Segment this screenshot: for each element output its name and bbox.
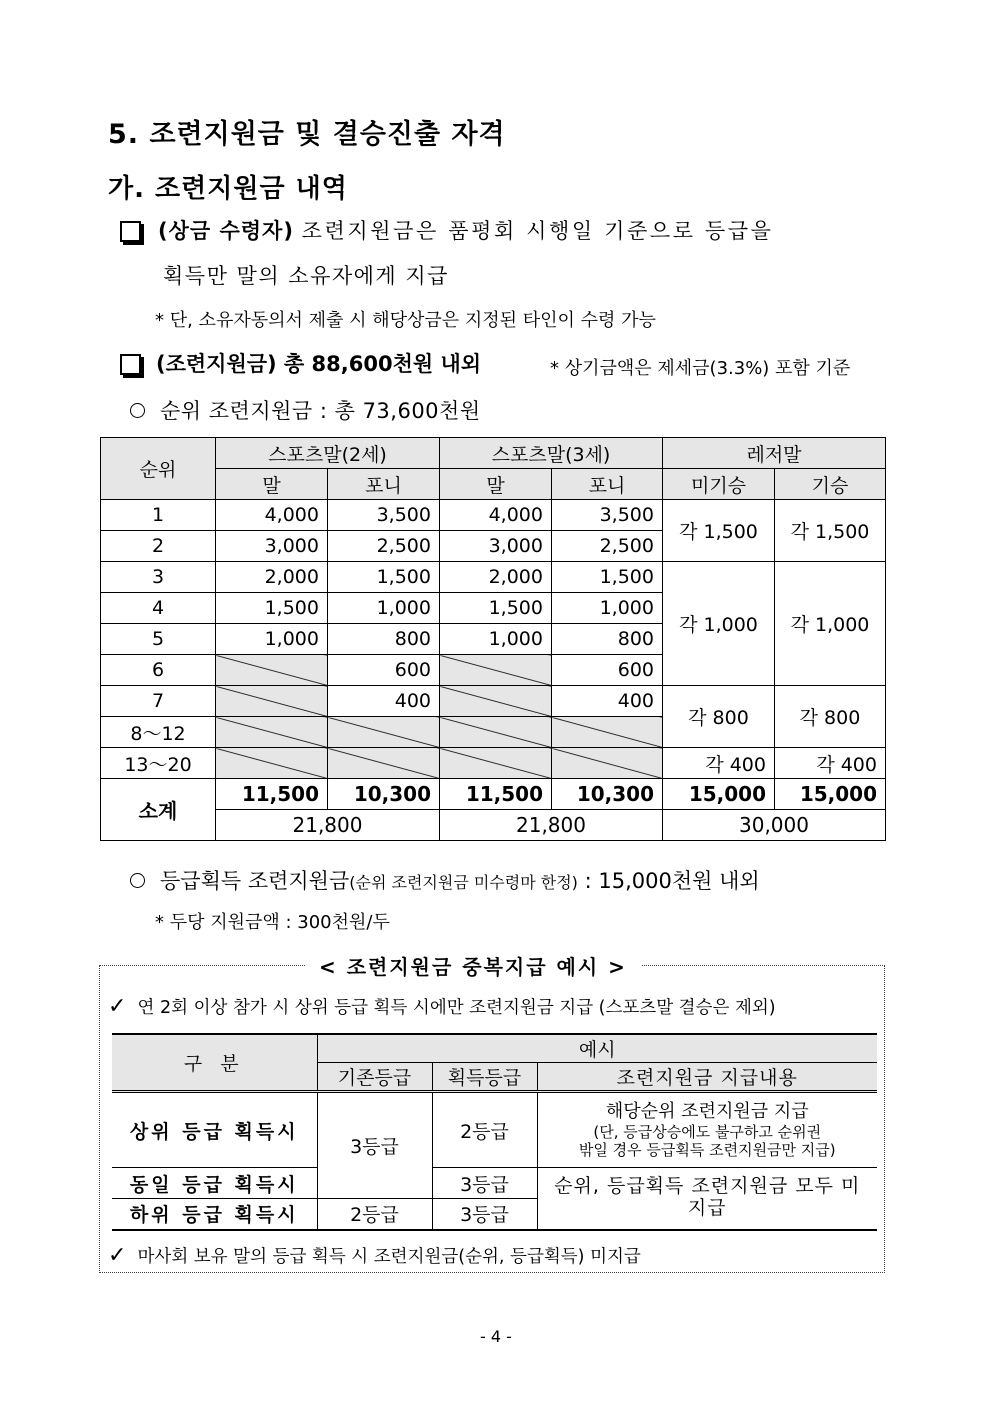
rank-cell: 13～20 [101, 748, 216, 779]
subtotal-cell: 15,000 [663, 779, 775, 810]
diagonal-empty-cell [216, 748, 328, 779]
leisure-won-group3: 각 800 [775, 686, 886, 748]
value-cell: 2,500 [328, 531, 440, 562]
content-line: (단, 등급상승에도 불구하고 순위권 [593, 1122, 822, 1141]
grade-support-line [160, 865, 760, 895]
value-cell: 600 [328, 655, 440, 686]
rank-total: 순위 조련지원금 : 총 73,600천원 [160, 399, 481, 423]
circle-bullet-icon [130, 873, 145, 888]
value-cell: 600 [552, 655, 663, 686]
grade-support-main: 등급획득 조련지원금 [160, 869, 350, 893]
leisure-won-group2: 각 1,000 [775, 562, 886, 686]
prize-table [100, 437, 886, 841]
header-pony: 포니 [552, 469, 663, 500]
row-lower-grade: 하위 등급 획득시 [112, 1199, 317, 1230]
table-row [101, 748, 886, 779]
check-icon: ✓ [108, 994, 127, 1019]
diagonal-empty-cell [328, 748, 440, 779]
table-row [101, 500, 886, 531]
rank-cell: 8～12 [101, 717, 216, 748]
check2-text: 마사회 보유 말의 등급 획득 시 조련지원금(순위, 등급획득) 미지급 [137, 1247, 641, 1267]
value-cell: 3,000 [440, 531, 552, 562]
grade-support-note: * 두당 지원금액 : 300천원/두 [155, 912, 390, 933]
section2-label: (조련지원금) 총 88,600천원 내외 [156, 352, 482, 376]
row-upper-grade: 상위 등급 획득시 [112, 1092, 317, 1168]
acquired-grade-cell: 3등급 [432, 1199, 537, 1230]
header-leisure: 레저말 [663, 438, 886, 469]
diagonal-empty-cell [216, 717, 328, 748]
header-horse: 말 [216, 469, 328, 500]
value-cell: 3,500 [328, 500, 440, 531]
diagonal-empty-cell [216, 686, 328, 717]
check1-text: 연 2회 이상 참가 시 상위 등급 획득 시에만 조련지원금 지급 (스포츠말 결승은 제외) [137, 998, 776, 1018]
section1-label: (상금 수령자) [158, 219, 294, 243]
value-cell: 1,000 [552, 593, 663, 624]
value-cell: 1,500 [328, 562, 440, 593]
heading-section-5: 5. 조련지원금 및 결승진출 자격 [108, 119, 506, 150]
leisure-won-group1: 각 1,500 [775, 500, 886, 562]
value-cell: 3,500 [552, 500, 663, 531]
header-existing-grade: 기존등급 [317, 1063, 432, 1092]
diagonal-empty-cell [440, 655, 552, 686]
existing-grade-cell: 2등급 [317, 1199, 432, 1230]
section2-note: * 상기금액은 제세금(3.3%) 포함 기준 [550, 358, 851, 379]
example-check1 [108, 994, 776, 1019]
example-box-title: < 조련지원금 중복지급 예시 > [305, 951, 641, 980]
value-cell: 400 [552, 686, 663, 717]
acquired-grade-cell: 2등급 [432, 1092, 537, 1168]
checkbox-square-icon [120, 221, 141, 242]
subtotal-row [101, 779, 886, 810]
leisure-won-group4: 각 400 [775, 748, 886, 779]
value-cell: 2,000 [440, 562, 552, 593]
example-table [112, 1033, 877, 1231]
rank-cell: 1 [101, 500, 216, 531]
rank-cell: 7 [101, 686, 216, 717]
diagonal-empty-cell [552, 748, 663, 779]
leisure-unwon-group2: 각 1,000 [663, 562, 775, 686]
content-cell-upper [537, 1092, 877, 1168]
example-check2 [108, 1243, 641, 1268]
row-same-grade: 동일 등급 획득시 [112, 1168, 317, 1199]
circle-bullet-icon [130, 403, 145, 418]
subtotal-cell: 15,000 [775, 779, 886, 810]
value-cell: 4,000 [440, 500, 552, 531]
value-cell: 2,000 [216, 562, 328, 593]
value-cell: 400 [328, 686, 440, 717]
rank-cell: 4 [101, 593, 216, 624]
diagonal-empty-cell [552, 717, 663, 748]
table-row [101, 686, 886, 717]
header-acquired-grade: 획득등급 [432, 1063, 537, 1092]
rank-cell: 6 [101, 655, 216, 686]
grade-support-tail: : 15,000천원 내외 [577, 869, 760, 893]
diagonal-empty-cell [328, 717, 440, 748]
content-line: 밖일 경우 등급획득 조련지원금만 지급) [578, 1140, 836, 1159]
rank-cell: 2 [101, 531, 216, 562]
heading-subsection-a: 가. 조련지원금 내역 [108, 174, 348, 204]
checkbox-square-icon [120, 354, 141, 375]
value-cell: 800 [552, 624, 663, 655]
content-line: 해당순위 조련지원금 지급 [605, 1101, 809, 1123]
header-sport3: 스포츠말(3세) [440, 438, 663, 469]
subtotal-label: 소계 [101, 779, 216, 841]
diagonal-empty-cell [440, 717, 552, 748]
value-cell: 4,000 [216, 500, 328, 531]
value-cell: 1,500 [440, 593, 552, 624]
table-row [101, 562, 886, 593]
value-cell: 1,000 [216, 624, 328, 655]
value-cell: 800 [328, 624, 440, 655]
diagonal-empty-cell [440, 686, 552, 717]
existing-grade-cell: 3등급 [317, 1092, 432, 1199]
leisure-unwon-group3: 각 800 [663, 686, 775, 748]
value-cell: 3,000 [216, 531, 328, 562]
value-cell: 2,500 [552, 531, 663, 562]
diagonal-empty-cell [440, 748, 552, 779]
page-number: - 4 - [480, 1327, 512, 1346]
subtotal-cell: 10,300 [552, 779, 663, 810]
value-cell: 1,000 [328, 593, 440, 624]
total-cell: 21,800 [216, 810, 440, 841]
header-example: 예시 [317, 1034, 877, 1063]
rank-cell: 3 [101, 562, 216, 593]
check-icon: ✓ [108, 1243, 127, 1268]
section1-line1 [158, 215, 774, 245]
header-category: 구 분 [112, 1034, 317, 1092]
acquired-grade-cell: 3등급 [432, 1168, 537, 1199]
header-sport2: 스포츠말(2세) [216, 438, 440, 469]
header-rank: 순위 [101, 438, 216, 500]
section1-note: * 단, 소유자동의서 제출 시 해당상금은 지정된 타인이 수령 가능 [155, 310, 656, 331]
header-horse: 말 [440, 469, 552, 500]
grade-support-paren: (순위 조련지원금 미수령마 한정) [349, 873, 578, 892]
subtotal-cell: 11,500 [440, 779, 552, 810]
rank-cell: 5 [101, 624, 216, 655]
subtotal-cell: 10,300 [328, 779, 440, 810]
header-content: 조련지원금 지급내용 [537, 1063, 877, 1092]
section1-text-line2: 획득만 말의 소유자에게 지급 [163, 264, 449, 288]
section1-text-line1: 조련지원금은 품평회 시행일 기준으로 등급을 [301, 219, 774, 243]
subtotal-cell: 11,500 [216, 779, 328, 810]
header-won: 기승 [775, 469, 886, 500]
total-cell: 30,000 [663, 810, 886, 841]
header-pony: 포니 [328, 469, 440, 500]
total-cell: 21,800 [440, 810, 663, 841]
content-cell-same-lower: 순위, 등급획득 조련지원금 모두 미지급 [537, 1168, 877, 1230]
diagonal-empty-cell [216, 655, 328, 686]
leisure-unwon-group4: 각 400 [663, 748, 775, 779]
leisure-unwon-group1: 각 1,500 [663, 500, 775, 562]
total-row [101, 810, 886, 841]
value-cell: 1,500 [552, 562, 663, 593]
value-cell: 1,500 [216, 593, 328, 624]
header-unwon: 미기승 [663, 469, 775, 500]
value-cell: 1,000 [440, 624, 552, 655]
